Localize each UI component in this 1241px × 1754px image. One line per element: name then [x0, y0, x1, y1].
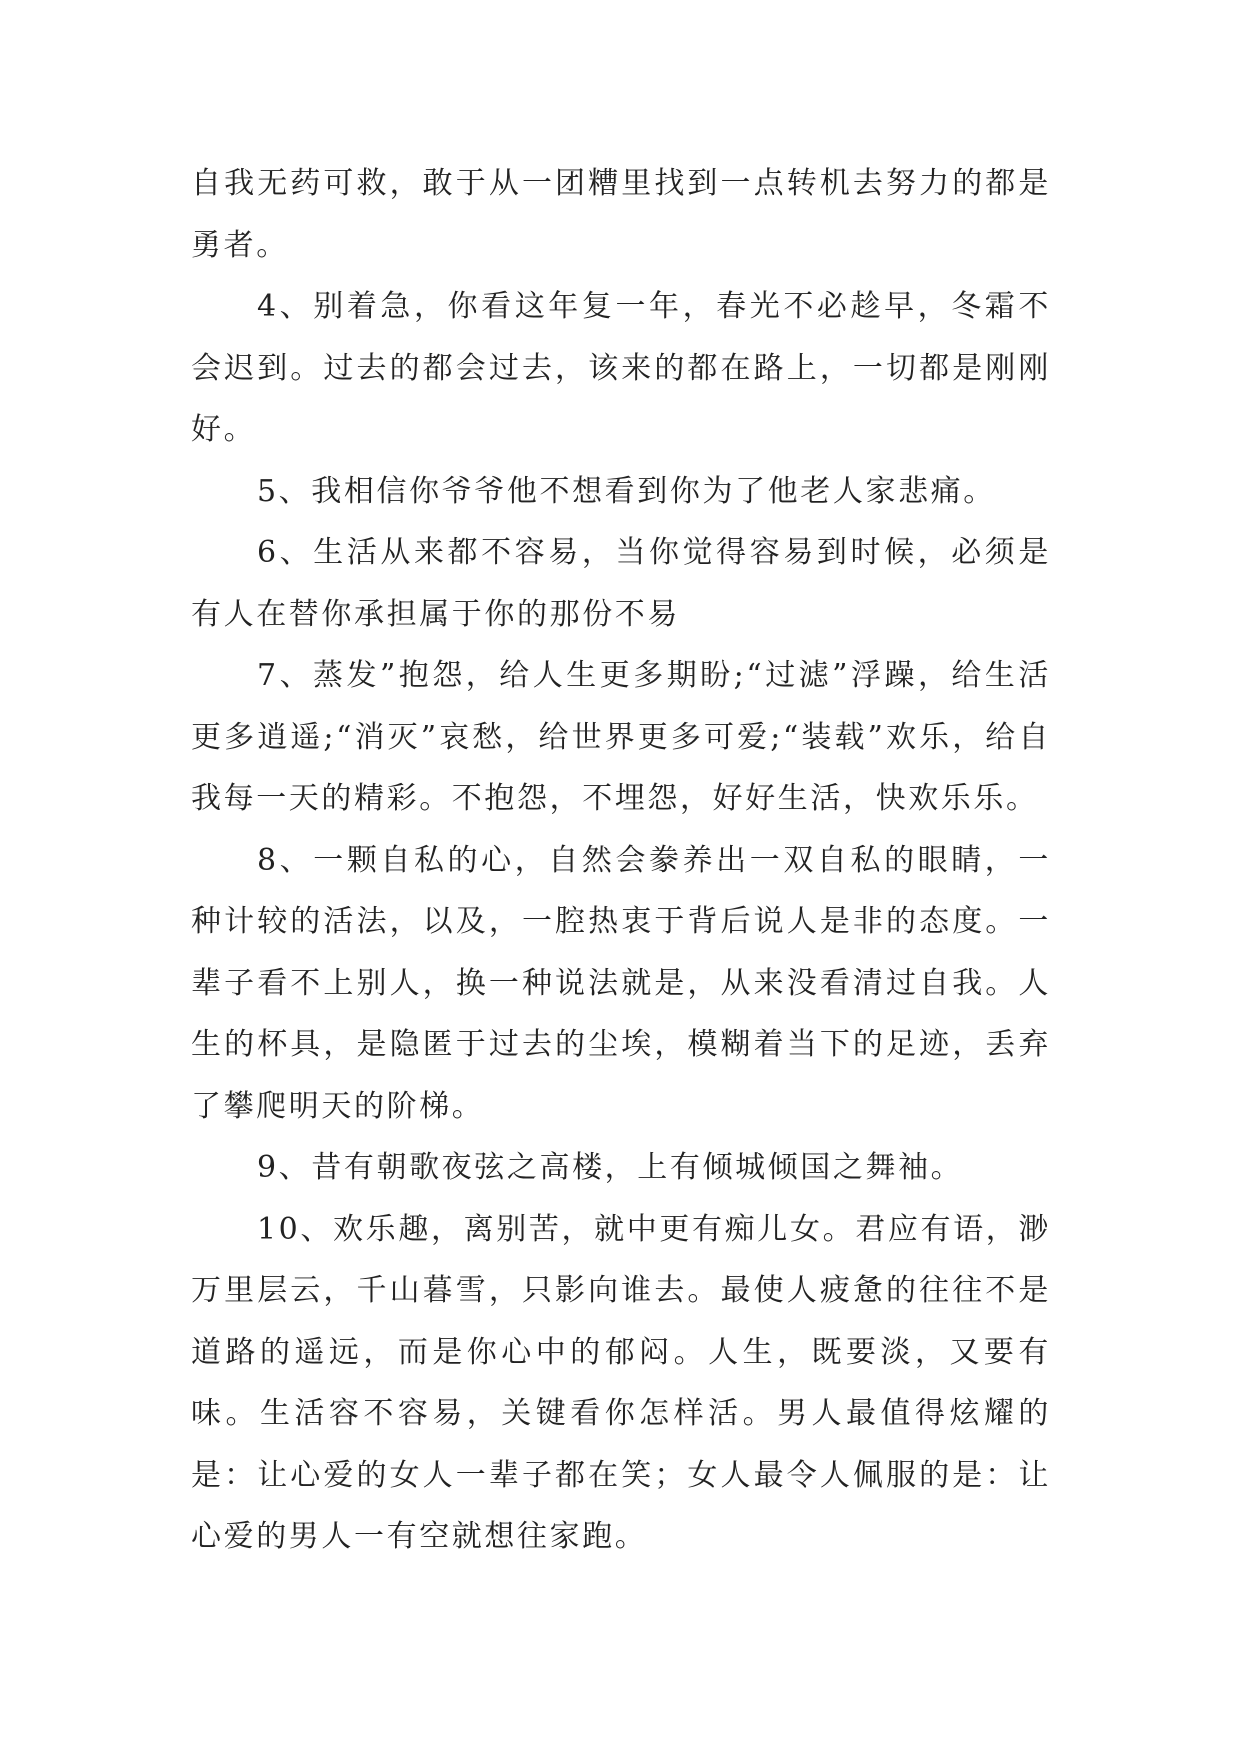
paragraph-item-7: 7、蒸发”抱怨，给人生更多期盼;“过滤”浮躁，给生活更多逍遥;“消灭”哀愁，给世界更多可爱;“装载”欢乐，给自我每一天的精彩。不抱怨，不埋怨，好好生活，快欢乐乐。	[191, 658, 1051, 816]
paragraph-item-10: 10、欢乐趣，离别苦，就中更有痴儿女。君应有语，渺万里层云，千山暮雪，只影向谁去。最使人疲惫的往往不是道路的遥远，而是你心中的郁闷。人生，既要淡，又要有味。生活容不容易，关键看你怎样活。男人最值得炫耀的是：让心爱的女人一辈子都在笑；女人最令人佩服的是：让心爱的男人一有空就想往家跑。	[191, 1211, 1051, 1554]
paragraph-continuation: 自我无药可救，敢于从一团糟里找到一点转机去努力的都是勇者。	[191, 166, 1051, 263]
paragraph-item-6: 6、生活从来都不容易，当你觉得容易到时候，必须是有人在替你承担属于你的那份不易	[191, 535, 1051, 632]
paragraph-item-5: 5、我相信你爷爷他不想看到你为了他老人家悲痛。	[257, 473, 996, 509]
paragraph-item-9: 9、昔有朝歌夜弦之高楼，上有倾城倾国之舞袖。	[257, 1150, 964, 1185]
paragraph-item-4: 4、别着急，你看这年复一年，春光不必趁早，冬霜不会迟到。过去的都会过去，该来的都在路上，一切都是刚刚好。	[191, 289, 1051, 447]
paragraph-item-8: 8、一颗自私的心，自然会豢养出一双自私的眼睛，一种计较的活法，以及，一腔热衷于背后说人是非的态度。一辈子看不上别人，换一种说法就是，从来没看清过自我。人生的杯具，是隐匿于过去的尘埃，模糊着当下的足迹，丢弃了攀爬明天的阶梯。	[191, 842, 1051, 1124]
document-body	[191, 153, 1051, 1568]
